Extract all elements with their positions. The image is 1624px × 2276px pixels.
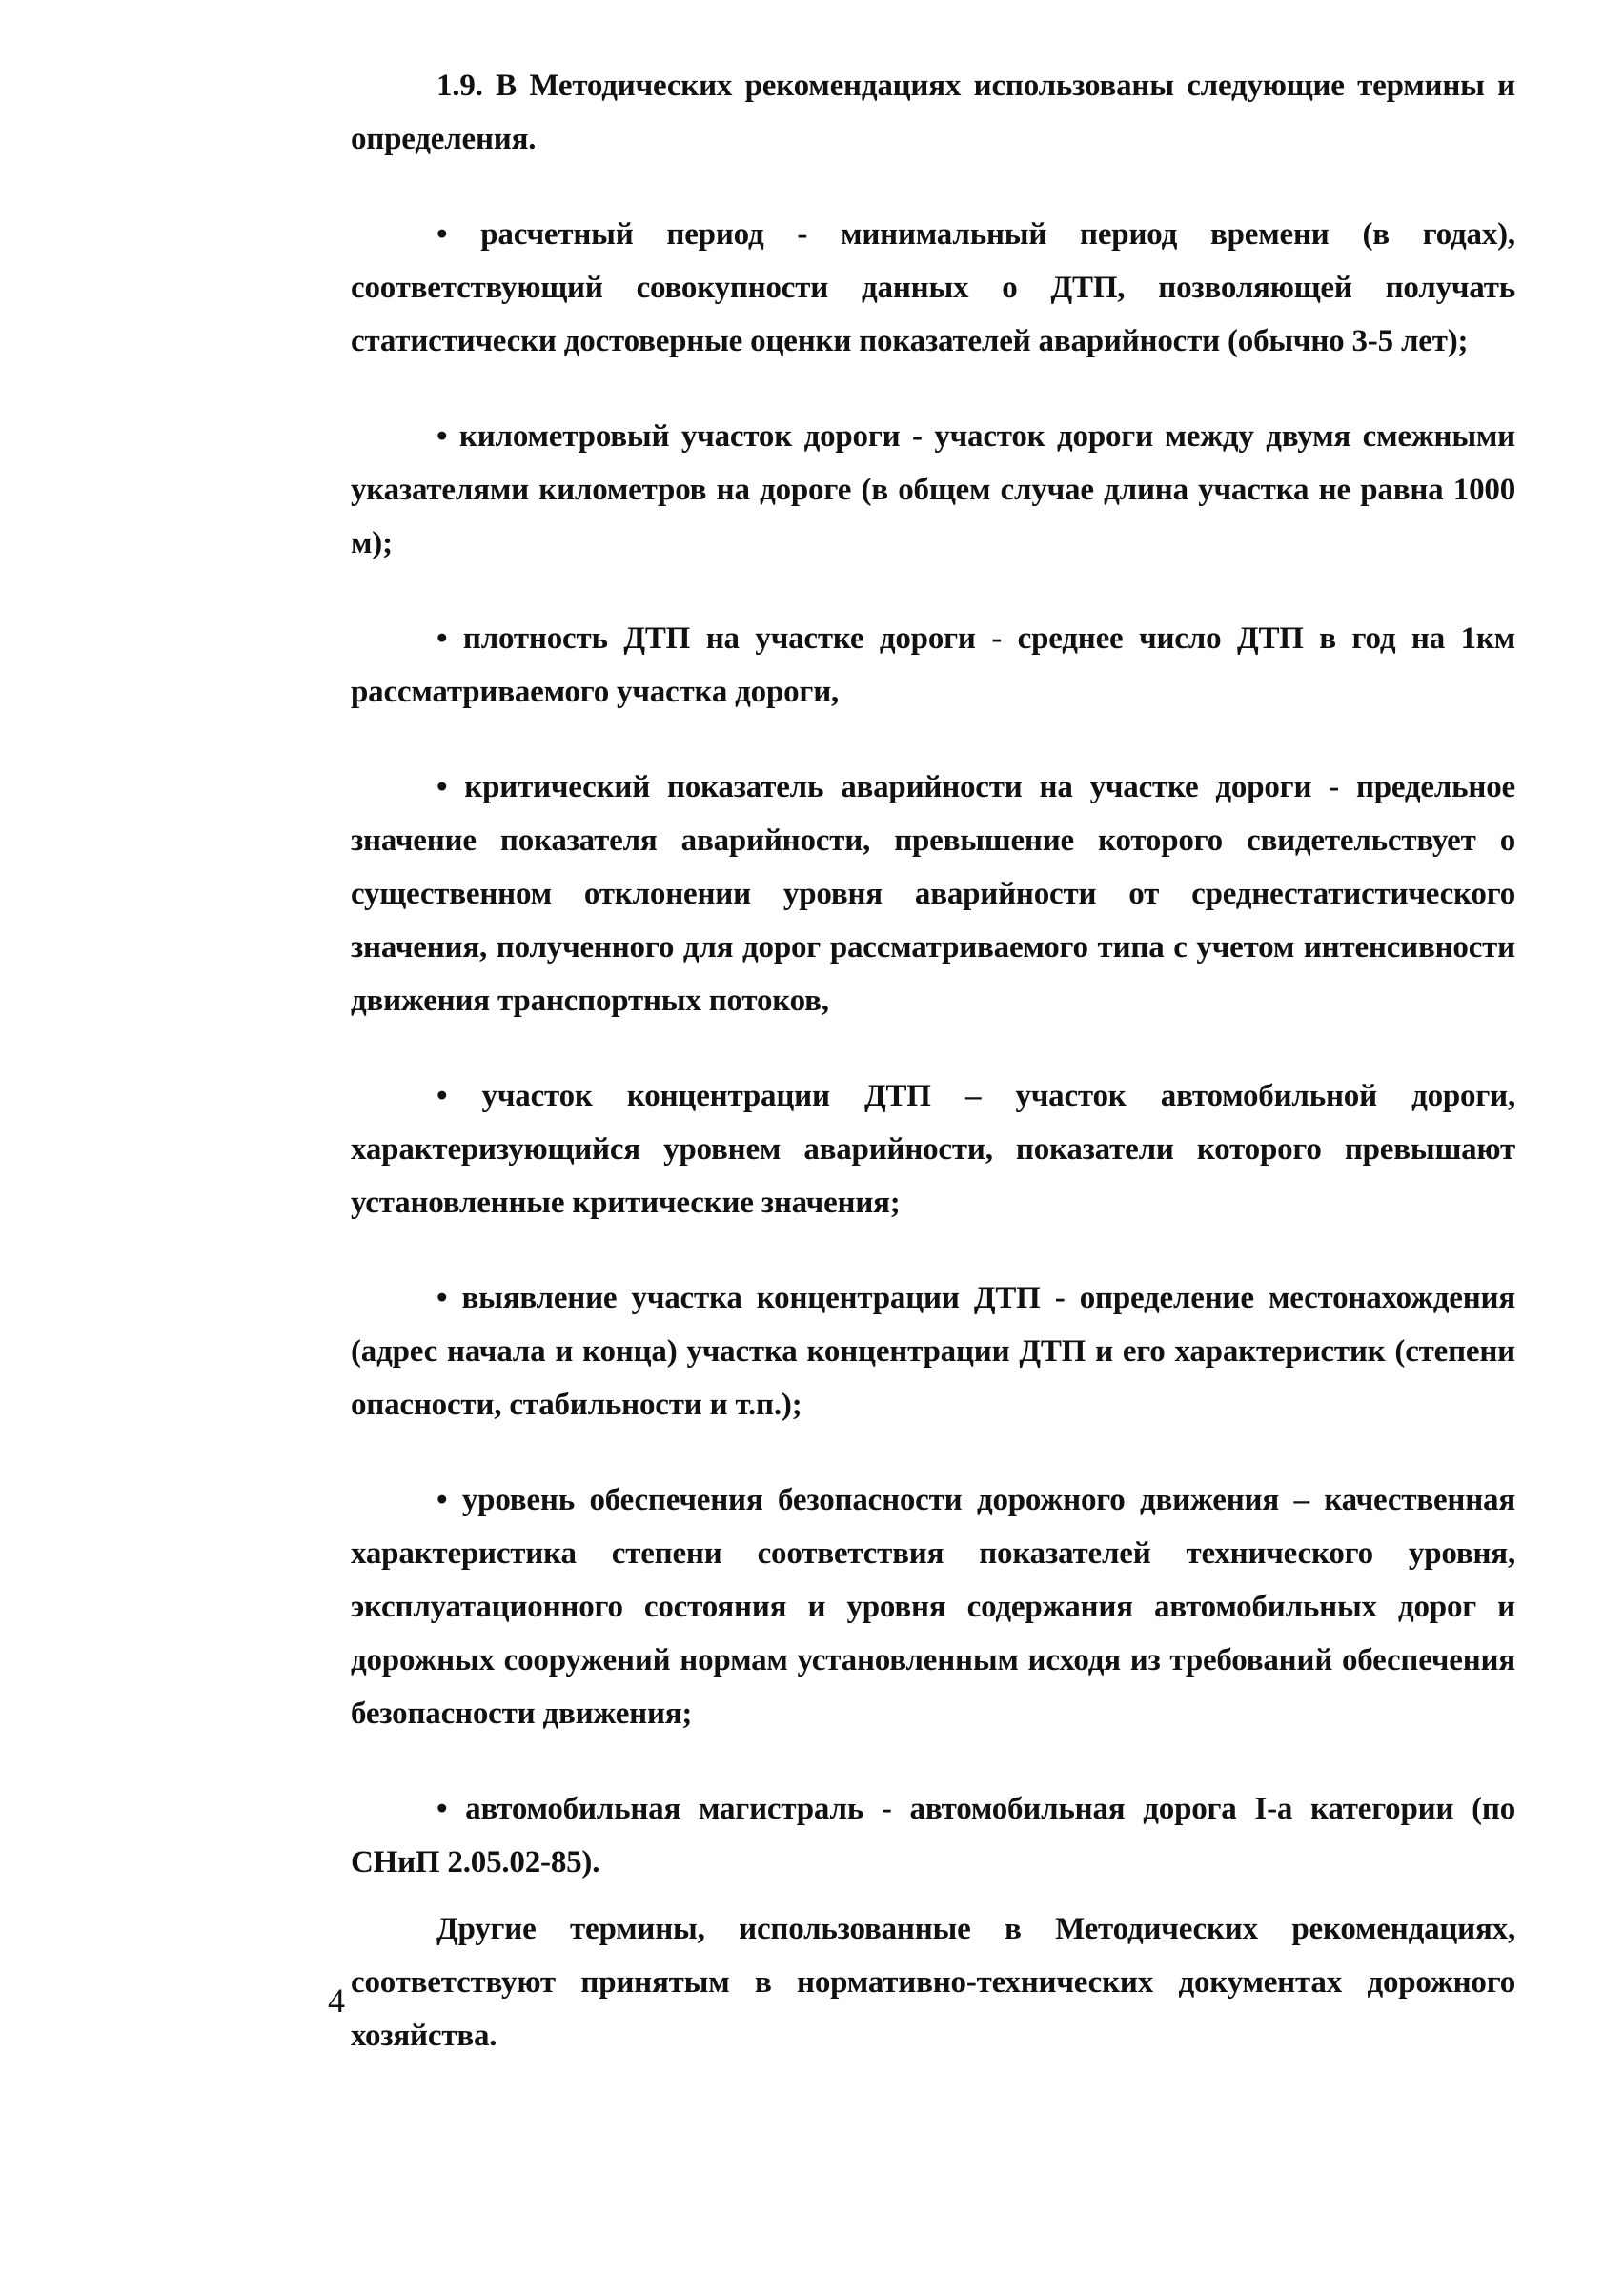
term-critical-indicator: • критический показатель аварийности на участке дороги - предельное значение показателя аварийности, превышение которого свидетельствует о существенном отклонении уровня аварийности от среднестатистического значения, полученного для дорог рассматриваемого типа с учетом интенсивности движения транспортных потоков, — [351, 770, 1515, 1018]
page-number: 4 — [328, 1981, 345, 2020]
term-accident-density: • плотность ДТП на участке дороги - среднее число ДТП в год на 1км рассматриваемого участка дороги, — [351, 621, 1515, 709]
term-calculation-period: • расчетный период - минимальный период времени (в годах), соответствующий совокупности данных о ДТП, позволяющей получать статистически достоверные оценки показателей аварийности (обычно 3-5 лет); — [351, 217, 1515, 358]
term-identification: • выявление участка концентрации ДТП - определение местонахождения (адрес начала и конца) участка концентрации ДТП и его характеристик (степени опасности, стабильности и т.п.); — [351, 1281, 1515, 1422]
closing-paragraph: Другие термины, использованные в Методических рекомендациях, соответствуют принятым в нормативно-технических документах дорожного хозяйства. — [351, 1912, 1515, 2053]
term-concentration-section: • участок концентрации ДТП – участок автомобильной дороги, характеризующийся уровнем аварийности, показатели которого превышают установленные критические значения; — [351, 1079, 1515, 1220]
term-motorway: • автомобильная магистраль - автомобильная дорога I-а категории (по СНиП 2.05.02-85). — [351, 1792, 1515, 1880]
term-kilometer-section: • километровый участок дороги - участок дороги между двумя смежными указателями километров на дороге (в общем случае длина участка не равна 1000 м); — [351, 419, 1515, 560]
term-safety-level: • уровень обеспечения безопасности дорожного движения – качественная характеристика степени соответствия показателей технического уровня, эксплуатационного состояния и уровня содержания автомобильных дорог и дорожных сооружений нормам установленным исходя из требований обеспечения безопасности движения; — [351, 1483, 1515, 1731]
section-intro: 1.9. В Методических рекомендациях использованы следующие термины и определения. — [351, 69, 1515, 156]
text-column — [351, 59, 1515, 2063]
